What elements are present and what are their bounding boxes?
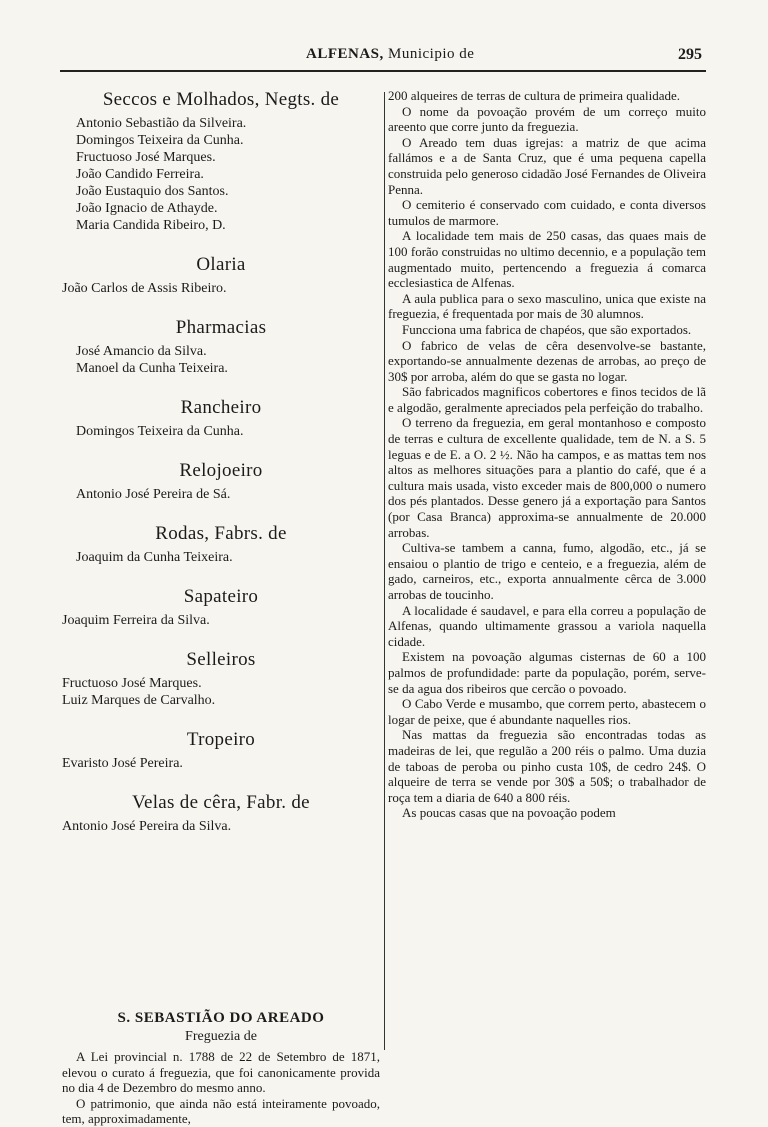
section-selleiros [62, 648, 380, 709]
running-title-municipio: Municipio de [388, 46, 475, 62]
page-header [60, 44, 706, 72]
list-item: Domingos Teixeira da Cunha. [76, 424, 244, 439]
blank-space [62, 854, 380, 1002]
list-item: Luiz Marques de Carvalho. [62, 693, 216, 708]
paragraph: As poucas casas que na povoação podem [402, 805, 616, 821]
section-pharmacias [62, 316, 380, 377]
section-heading: Olaria [196, 254, 246, 275]
list-item: João Ignacio de Athayde. [76, 201, 218, 216]
column-divider [384, 92, 385, 1050]
section-tropeiro [62, 728, 380, 772]
list-item: Domingos Teixeira da Cunha. [76, 133, 244, 148]
section-heading: Rodas, Fabrs. de [155, 523, 287, 544]
paragraph: A localidade é saudavel, e para ella correu a população de Alfenas, quando ultimamente grassou a variola naquella cidade. [388, 602, 706, 649]
list-item: João Candido Ferreira. [76, 167, 204, 182]
list-item: João Carlos de Assis Ribeiro. [62, 281, 227, 296]
paragraph: Nas mattas da freguezia são encontradas todas as madeiras de lei, que regulão a 200 réis o palmo. Uma duzia de taboas de peroba ou pinho custa 10$, de cedro 24$. O alqueire de terra se vende por 30$ a 50$; o trabalhador de roça tem a diaria de 640 a 800 réis. [388, 727, 706, 805]
running-title [306, 46, 474, 63]
list-item: João Eustaquio dos Santos. [76, 184, 229, 199]
section-rancheiro [62, 396, 380, 440]
section-velas [62, 791, 380, 835]
running-title-place: ALFENAS, [306, 46, 384, 62]
list-item: Fructuoso José Marques. [76, 150, 216, 165]
paragraph: A Lei provincial n. 1788 de 22 de Setembro de 1871, elevou o curato á freguezia, que foi canonicamente provida no dia 4 de Dezembro do mesmo anno. [62, 1049, 380, 1096]
right-column [388, 88, 706, 821]
paragraph: O fabrico de velas de cêra desenvolve-se bastante, exportando-se annualmente dezenas de arrobas, ao preço de 30$ por arroba, além do que se gasta no logar. [388, 337, 706, 384]
paragraph: Cultiva-se tambem a canna, fumo, algodão, etc., já se ensaiou o plantio de trigo e centeio, e a freguezia, além de gado, carneiros, etc., exporta annualmente cêrca de 3.000 arrobas de toucinho. [388, 540, 706, 602]
list-item: Maria Candida Ribeiro, D. [76, 218, 226, 233]
list-item: Evaristo José Pereira. [62, 756, 183, 771]
list-item: Fructuoso José Marques. [62, 676, 202, 691]
section-sapateiro [62, 585, 380, 629]
section-heading: Sapateiro [183, 586, 259, 607]
list-item: Antonio Sebastião da Silveira. [76, 116, 247, 131]
paragraph: O patrimonio, que ainda não está inteiramente povoado, tem, approximadamente, [62, 1095, 380, 1127]
section-olaria [62, 253, 380, 297]
list-item: José Amancio da Silva. [76, 344, 207, 359]
parish-subtitle: Freguezia de [185, 1029, 257, 1044]
section-rodas [62, 522, 380, 566]
paragraph: O Cabo Verde e musambo, que correm perto, abastecem o logar de peixe, que é abundante naquelles rios. [388, 696, 706, 727]
paragraph: A aula publica para o sexo masculino, unica que existe na freguezia, é frequentada por mais de 30 alumnos. [388, 290, 706, 322]
section-heading: Rancheiro [180, 397, 262, 418]
section-seccos-molhados [62, 88, 380, 234]
paragraph: O terreno da freguezia, em geral montanhoso e composto de terras e cultura de excellente qualidade, tem de N. a S. 5 leguas e de E. a O. 2 ½. Não ha campos, e as mattas tem nos altos as melhores situações para a plantio do café, que é a cultura mais usada, visto exceder mais de 800,000 o numero dos pés plantados. Desse genero já a exportação para Santos (por Casa Branca) approxima-se annualmente de 20.000 arrobas. [388, 415, 706, 540]
section-heading: Velas de cêra, Fabr. de [132, 792, 310, 813]
list-item: Antonio José Pereira da Silva. [62, 819, 232, 834]
paragraph: 200 alqueires de terras de cultura de primeira qualidade. [388, 88, 681, 103]
paragraph: O nome da povoação provém de um correço muito areento que corre junto da freguezia. [388, 103, 706, 135]
parish-title: S. SEBASTIÃO DO AREADO [117, 1010, 325, 1026]
section-relojoeiro [62, 459, 380, 503]
paragraph: Existem na povoação algumas cisternas de 60 a 100 palmos de profundidade: parte da população, porém, serve-se da agua dos ribeiros que cercão o povoado. [388, 649, 706, 696]
section-heading: Pharmacias [175, 317, 267, 338]
list-item: Manoel da Cunha Teixeira. [76, 361, 228, 376]
paragraph: O Areado tem duas igrejas: a matriz de que acima fallámos e a de Santa Cruz, que é uma pequena capella construida pelo generoso cidadão José Fernandes de Oliveira Penna. [388, 134, 706, 197]
list-item: Joaquim Ferreira da Silva. [62, 613, 210, 628]
section-heading: Seccos e Molhados, Negts. de [102, 89, 340, 110]
paragraph: O cemiterio é conservado com cuidado, e conta diversos tumulos de marmore. [388, 197, 706, 228]
section-heading: Selleiros [186, 649, 256, 670]
page-number: 295 [678, 46, 702, 63]
paragraph: Funcciona uma fabrica de chapéos, que são exportados. [402, 321, 692, 337]
left-column [62, 88, 380, 1127]
list-item: Antonio José Pereira de Sá. [76, 487, 231, 502]
section-heading: Tropeiro [186, 729, 256, 750]
paragraph: São fabricados magnificos cobertores e finos tecidos de lã e algodão, geralmente apreciados pela perfeição do trabalho. [388, 384, 706, 415]
paragraph: A localidade tem mais de 250 casas, das quaes mais de 100 forão construidas no ultimo decennio, e a população tem augmentado muito, pertencendo a freguezia á comarca ecclesiastica de Alfenas. [388, 228, 706, 291]
section-heading: Relojoeiro [179, 460, 263, 481]
list-item: Joaquim da Cunha Teixeira. [76, 550, 233, 565]
